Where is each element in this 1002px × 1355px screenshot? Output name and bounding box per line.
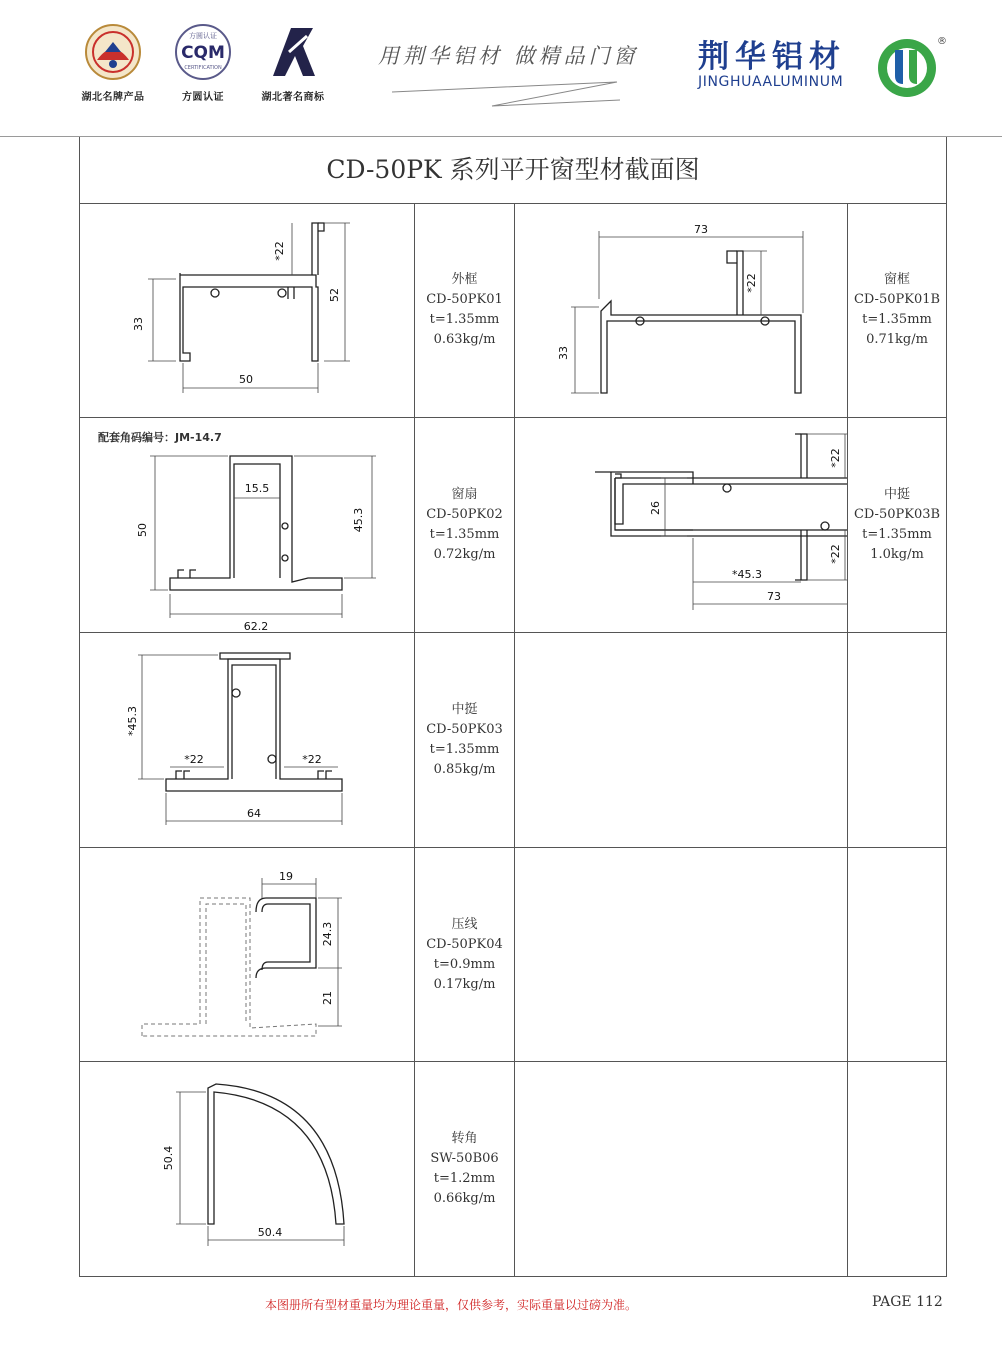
outer-frame-drawing bbox=[80, 203, 414, 417]
dim-width: 19 bbox=[279, 870, 293, 883]
profile-code: SW-50B06 bbox=[430, 1151, 499, 1166]
badge-caption: 湖北名牌产品 bbox=[81, 92, 145, 103]
profile-thickness: t=1.35mm bbox=[862, 527, 932, 542]
profile-weight: 0.85kg/m bbox=[433, 762, 496, 777]
dim-height-left: 33 bbox=[132, 317, 145, 331]
dim-slot-bottom: *22 bbox=[829, 544, 842, 564]
spec-cell-glazing-bead bbox=[415, 848, 515, 1062]
brand-name-cn: 荆华铝材 bbox=[698, 39, 846, 75]
weight-disclaimer: 本图册所有型材重量均为理论重量，仅供参考，实际重量以过磅为准。 bbox=[265, 1298, 638, 1312]
empty-cell bbox=[848, 848, 946, 1062]
cqm-bottom-text: CERTIFICATION bbox=[184, 65, 222, 71]
drawing-cell-corner bbox=[80, 1062, 415, 1276]
profile-name: 中挺 bbox=[451, 702, 478, 717]
profile-name: 转角 bbox=[451, 1131, 478, 1146]
empty-cell bbox=[515, 633, 848, 848]
profile-code: CD-50PK01 bbox=[426, 292, 503, 307]
corner-drawing bbox=[80, 1062, 414, 1275]
spec-cell-window-frame bbox=[848, 203, 946, 418]
dim-height-right: 52 bbox=[328, 288, 341, 302]
dim-slot: *22 bbox=[745, 273, 758, 293]
page-number: PAGE 112 bbox=[872, 1294, 943, 1310]
profile-code: CD-50PK01B bbox=[853, 292, 941, 307]
dim-height-left: 33 bbox=[557, 346, 570, 360]
profile-weight: 0.71kg/m bbox=[866, 332, 928, 347]
profile-weight: 0.66kg/m bbox=[433, 1191, 496, 1206]
cqm-mark-text: CQM bbox=[181, 43, 225, 63]
drawing-cell-glazing-bead bbox=[80, 848, 415, 1062]
profile-code: CD-50PK03 bbox=[426, 722, 503, 737]
profile-weight: 0.63kg/m bbox=[433, 332, 496, 347]
dim-slot-left: *22 bbox=[184, 753, 204, 766]
hubei-brand-badge bbox=[68, 22, 158, 103]
registered-mark: ® bbox=[937, 36, 947, 47]
profile-code: CD-50PK04 bbox=[426, 936, 503, 952]
profile-weight: 0.72kg/m bbox=[433, 547, 496, 562]
cqm-badge bbox=[158, 22, 248, 103]
drawing-cell-outer-frame bbox=[80, 203, 415, 418]
dim-height: *45.3 bbox=[126, 706, 139, 736]
dim-inner: *45.3 bbox=[732, 568, 762, 581]
profile-thickness: t=1.35mm bbox=[862, 312, 932, 327]
page-header bbox=[0, 0, 1002, 137]
profile-sheet bbox=[79, 137, 947, 1277]
drawing-cell-mullion-b bbox=[515, 418, 848, 633]
glazing-bead-drawing bbox=[80, 848, 414, 1061]
spec-cell-outer-frame bbox=[415, 203, 515, 418]
dim-height-bottom: 21 bbox=[321, 991, 334, 1005]
cqm-top-text: 方圆认证 bbox=[189, 32, 217, 40]
dim-width: 50.4 bbox=[257, 1226, 283, 1239]
dim-width: 62.2 bbox=[243, 620, 269, 632]
dim-width: 50 bbox=[239, 373, 253, 386]
dim-width: 73 bbox=[694, 223, 708, 236]
sash-drawing bbox=[80, 418, 414, 632]
jinghua-logo-icon bbox=[876, 36, 938, 100]
profile-thickness: t=1.35mm bbox=[429, 527, 500, 542]
dim-slot-top: *22 bbox=[829, 448, 842, 468]
spec-cell-mullion-b bbox=[848, 418, 946, 633]
profile-weight: 1.0kg/m bbox=[870, 547, 924, 562]
dim-height: 26 bbox=[649, 501, 662, 515]
empty-cell bbox=[515, 848, 848, 1062]
profile-thickness: t=0.9mm bbox=[433, 956, 496, 972]
profile-name: 窗框 bbox=[883, 272, 910, 287]
profile-thickness: t=1.35mm bbox=[429, 742, 500, 757]
drawing-cell-mullion bbox=[80, 633, 415, 848]
corner-code-note: 配套角码编号：JM-14.7 bbox=[98, 431, 222, 444]
spec-cell-sash bbox=[415, 418, 515, 633]
profile-thickness: t=1.2mm bbox=[433, 1171, 496, 1186]
badge-caption: 方圆认证 bbox=[182, 92, 224, 103]
slogan-underline-icon bbox=[392, 76, 622, 110]
spec-cell-mullion bbox=[415, 633, 515, 848]
dim-height-top: 24.3 bbox=[321, 921, 334, 947]
empty-cell bbox=[515, 1062, 848, 1276]
page-title: CD-50PK 系列平开窗型材截面图 bbox=[80, 137, 946, 204]
brand-name bbox=[698, 40, 846, 90]
window-frame-drawing bbox=[515, 203, 847, 417]
profile-thickness: t=1.35mm bbox=[429, 312, 500, 327]
dim-height: 50.4 bbox=[162, 1145, 175, 1171]
dim-height-right: 45.3 bbox=[352, 507, 365, 533]
hubei-trademark-badge bbox=[248, 22, 338, 103]
empty-cell bbox=[848, 1062, 946, 1276]
mullion-b-drawing bbox=[515, 418, 847, 632]
dim-height-left: 50 bbox=[136, 523, 149, 537]
dim-slot: *22 bbox=[273, 241, 286, 261]
profile-name: 窗扇 bbox=[451, 487, 478, 502]
brand-name-en: JINGHUAALUMINUM bbox=[698, 74, 844, 90]
profile-code: CD-50PK03B bbox=[853, 507, 941, 522]
dim-slot-right: *22 bbox=[302, 753, 322, 766]
profile-name: 中挺 bbox=[883, 487, 910, 502]
slogan: 用荆华铝材 做精品门窗 bbox=[378, 44, 639, 68]
dim-width: 64 bbox=[247, 807, 261, 820]
cqm-certification-icon bbox=[173, 22, 233, 82]
hubei-brand-emblem-icon bbox=[83, 22, 143, 82]
spec-cell-corner bbox=[415, 1062, 515, 1276]
badge-caption: 湖北著名商标 bbox=[261, 92, 325, 103]
empty-cell bbox=[848, 633, 946, 848]
trademark-logo-icon bbox=[263, 22, 323, 82]
profile-weight: 0.17kg/m bbox=[433, 976, 496, 992]
mullion-drawing bbox=[80, 633, 414, 847]
dim-width: 73 bbox=[767, 590, 781, 603]
profile-name: 外框 bbox=[451, 272, 478, 287]
drawing-cell-sash bbox=[80, 418, 415, 633]
profile-code: CD-50PK02 bbox=[426, 507, 503, 522]
profile-name: 压线 bbox=[451, 916, 478, 932]
drawing-cell-window-frame bbox=[515, 203, 848, 418]
dim-slot: 15.5 bbox=[244, 482, 270, 495]
